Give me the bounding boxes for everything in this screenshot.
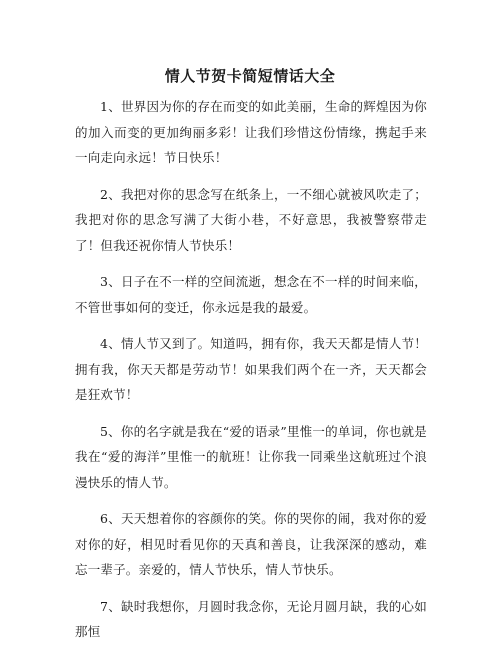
paragraph-2: 2、我把对你的思念写在纸条上，一不细心就被风吹走了；我把对你的思念写满了大街小巷，不好意思，我被警察带走了！但我还祝你情人节快乐！	[75, 186, 427, 253]
document-body	[75, 94, 427, 656]
paragraph-7: 7、缺时我想你，月圆时我念你，无论月圆月缺，我的心如那恒	[75, 598, 427, 639]
paragraph-5: 5、你的名字就是我在“爱的语录”里惟一的单词，你也就是我在“爱的海洋”里惟一的航班！让你我一同乘坐这航班过个浪漫快乐的情人节。	[75, 423, 427, 490]
paragraph-6: 6、天天想着你的容颜你的笑。你的哭你的闹，我对你的爱对你的好，相见时看见你的天真和善良，让我深深的感动，难忘一辈子。亲爱的，情人节快乐，情人节快乐。	[75, 511, 427, 577]
document-title: 情人节贺卡简短情话大全	[164, 67, 336, 85]
paragraph-1: 1、世界因为你的存在而变的如此美丽，生命的辉煌因为你的加入而变的更加绚丽多彩！让我们珍惜这份情缘，携起手来一向走向永远！节日快乐！	[75, 99, 427, 165]
paragraph-3: 3、日子在不一样的空间流逝，想念在不一样的时间来临，不管世事如何的变迁，你永远是我的最爱。	[75, 274, 427, 315]
paragraph-4: 4、情人节又到了。知道吗，拥有你，我天天都是情人节！拥有我，你天天都是劳动节！如果我们两个在一齐，天天都会是狂欢节！	[75, 336, 427, 402]
